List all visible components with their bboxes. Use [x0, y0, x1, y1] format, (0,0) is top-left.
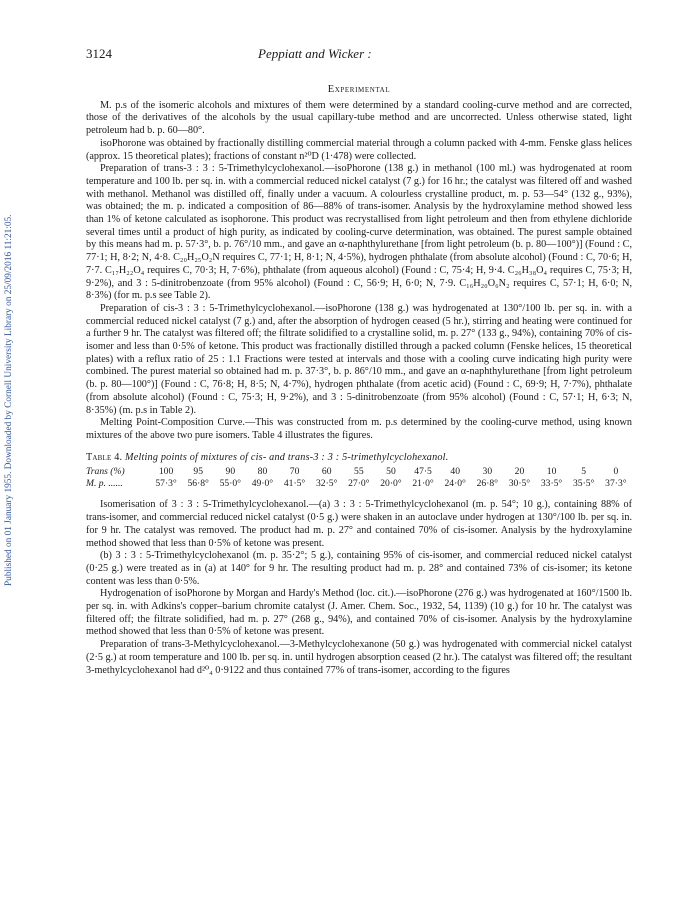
page-number: 3124 [86, 46, 112, 61]
trans-value: 55 [354, 466, 364, 478]
mp-value: 24·0° [444, 478, 466, 490]
trans-value: 50 [386, 466, 396, 478]
trans-value: 5 [581, 466, 587, 478]
trans-value: 60 [321, 466, 332, 478]
trans-value: 40 [450, 466, 460, 478]
running-head [86, 48, 632, 68]
trans-value: 70 [289, 466, 300, 478]
row-label-mp: M. p. ...... [86, 478, 123, 490]
paragraph-trans-preparation: Preparation of trans-3 : 3 : 5-Trimethylcyclohexanol.—isoPhorone (138 g.) in methanol (100 ml.) was hydrogenated at room temperature and 100 lb. per sq. in. with a commercial reduced nickel catalyst (7 g.) for 16 hr.; the catalyst was filtered off and washed with methanol. Methanol was distilled off, finally under a vacuum. A colourless crystalline product, m. p. 53—54° (132 g., 93%), was obtained; the m. p. indicated a composition of 86—88% of trans-isomer. Analysis by the hydroxylamine method showed less than 1% of ketone calculated as isophorone. This product was recrystallised from light petroleum and then from ethylene dichloride several times until a product of high purity, as indicated by cooling-curve determination, was obtained. The purest sample obtained by this means had m. p. 57·3°, b. p. 76°/10 mm., and gave an α-naphthylurethane [from light petroleum (b. p. 80—100°)] (Found : C, 77·1; H, 8·2; N, 4·8. C₂₀H₂₅O₂N requires C, 77·1; H, 8·1; N, 4·5%), hydrogen phthalate (from absolute alcohol) (Found : C, 70·6; H, 7·7. C₁₇H₂₂O₄ requires C, 70·3; H, 7·6%), phthalate (from aqueous alcohol) (Found : C, 75·4; H, 9·4. C₂₆H₃₈O₄ requires C, 75·3; H, 9·2%), and 3 : 5-dinitrobenzoate (from 95% alcohol) (Found : C, 56·9; H, 6·0; N, 7·9. C₁₆H₂₀O₆N₂ requires C, 57·1; H, 6·0; N, 8·3%) (for m. p.s see Table 2). [86, 163, 632, 302]
mp-value: 37·3° [605, 478, 627, 490]
paragraph-melting-curve: Melting Point-Composition Curve.—This was constructed from m. p.s determined by the cooling-curve method, using known mixtures of the above two pure isomers. Table 4 illustrates the figures. [86, 417, 632, 441]
mp-value: 26·8° [476, 478, 499, 490]
mp-value: 30·5° [508, 478, 531, 490]
section-heading: Experimental [327, 84, 391, 95]
mp-value: 32·5° [315, 478, 338, 490]
trans-value: 80 [257, 466, 268, 478]
row-label-trans: Trans (%) [86, 466, 125, 478]
paragraph-intro: M. p.s of the isomeric alcohols and mixtures of them were determined by a standard cooling-curve method and are corrected, those of the derivatives of the alcohols by the usual capillary-tube method and are uncorrected. Unless otherwise stated, light petroleum had b. p. 60—80°. [86, 99, 632, 137]
mp-value: 41·5° [283, 478, 306, 490]
running-title: Peppiatt and Wicker : [258, 46, 372, 61]
mp-value: 35·5° [572, 478, 595, 490]
table-caption [86, 452, 632, 465]
mp-value: 27·0° [348, 478, 370, 490]
paragraph-isophorone: isoPhorone was obtained by fractionally distilling commercial material through a column packed with 4-mm. Fenske glass helices (approx. 15 theoretical plates); fractions of constant n²⁰D (1·478) were collected. [86, 137, 632, 162]
mp-value: 57·3° [155, 478, 177, 490]
mp-value: 56·8° [187, 478, 209, 490]
trans-value: 47·5 [414, 466, 432, 478]
table-caption-text: Melting points of mixtures of cis- and trans-3 : 3 : 5-trimethylcyclohexanol. [125, 451, 449, 463]
mp-value: 49·0° [251, 478, 274, 490]
trans-value: 95 [193, 466, 203, 478]
paragraph-isomerisation-a: Isomerisation of 3 : 3 : 5-Trimethylcyclohexanol.—(a) 3 : 3 : 5-Trimethylcyclohexanol (m. p. 54°; 10 g.), containing 88% of trans-isomer, and commercial reduced nickel catalyst (0·5 g.) were shaken in an autoclave under hydrogen at 130°/100 lb. per sq. in. for 9 hr. The catalyst was removed. The product had m. p. 27° and contained 70% of cis-isomer. Analysis by the hydroxylamine method showed that less than 0·5% of ketone was present. [86, 499, 632, 549]
trans-value: 20 [514, 466, 525, 478]
paragraph-morgan-hardy: Hydrogenation of isoPhorone by Morgan and Hardy's Method (loc. cit.).—isoPhorone (276 g.) was hydrogenated at 160°/1500 lb. per sq. in. with Adkins's copper–barium chromite catalyst (J. Amer. Chem. Soc., 1932, 54, 1139) (10 g.) for 10 hr. The catalyst was filtered off; the filtrate solidified, had m. p. 27° (268 g., 94%), and contained 70% of cis-isomer. Analysis by the hydroxylamine method showed that less than 0·5% of ketone was present. [86, 588, 632, 638]
trans-value: 10 [546, 466, 557, 478]
table-row-trans [86, 466, 632, 478]
trans-value: 30 [482, 466, 493, 478]
download-notice: Published on 01 January 1955. Downloaded by Cornell University Library on 25/09/2016 11:21:05. [4, 214, 14, 586]
mp-value: 55·0° [219, 478, 242, 490]
melting-point-table [86, 466, 632, 490]
table-row-mp [86, 478, 632, 490]
journal-page [86, 48, 632, 677]
mp-value: 33·5° [540, 478, 563, 490]
table-label: Table 4. [86, 451, 123, 463]
trans-value: 90 [225, 466, 236, 478]
trans-value: 100 [158, 466, 174, 478]
paragraph-isomerisation-b: (b) 3 : 3 : 5-Trimethylcyclohexanol (m. p. 35·2°; 5 g.), containing 95% of cis-isomer, and commercial reduced nickel catalyst (0·25 g.) were treated as in (a) at 140° for 9 hr. The resulting product had m. p. 28° and contained 73% of cis-isomer; its ketone content was less than 0·5%. [86, 550, 632, 587]
mp-value: 20·0° [380, 478, 402, 490]
paragraph-cis-preparation: Preparation of cis-3 : 3 : 5-Trimethylcyclohexanol.—isoPhorone (138 g.) was hydrogenated at 130°/100 lb. per sq. in. with a commercial reduced nickel catalyst (7 g.) and, after the absorption of hydrogen ceased (5 hr.), stirring and heating were continued for a further 9 hr. The catalyst was filtered off; the filtrate solidified to a crystalline solid, m. p. 27° (133 g., 94%), containing 70% of cis-isomer and less than 0·5% of ketone. This product was fractionally distilled through a packed column (Fenske helices, 15 theoretical plates) with a reflux ratio of 25 : 1.1 Fractions were tested at intervals and those with a cooling curve indicating high purity were combined. The purest material so obtained had m. p. 37·3°, b. p. 86°/10 mm., and gave an α-naphthylurethane [from light petroleum (b. p. 80—100°)] (Found : C, 76·8; H, 8·5; N, 4·7%), hydrogen phthalate (from acetic acid) (Found : C, 69·9; H, 7·7%), phthalate (from absolute alcohol) (Found : C, 75·3; H, 9·2%), and 3 : 5-dinitrobenzoate (from 95% alcohol) (Found : C, 57·1; H, 6·3; N, 8·35%) (m. p.s in Table 2). [86, 302, 632, 416]
paragraph-methylcyclohexanol: Preparation of trans-3-Methylcyclohexanol.—3-Methylcyclohexanone (50 g.) was hydrogenated with commercial nickel catalyst (2·5 g.) at room temperature and 100 lb. per sq. in. until hydrogen absorption ceased (2 hr.). The catalyst was filtered off; the resultant 3-methylcyclohexanol had d²⁰₄ 0·9122 and thus contained 77% of trans-isomer, according to the figures [86, 639, 632, 676]
trans-value: 0 [613, 466, 619, 478]
mp-value: 21·0° [412, 478, 434, 490]
